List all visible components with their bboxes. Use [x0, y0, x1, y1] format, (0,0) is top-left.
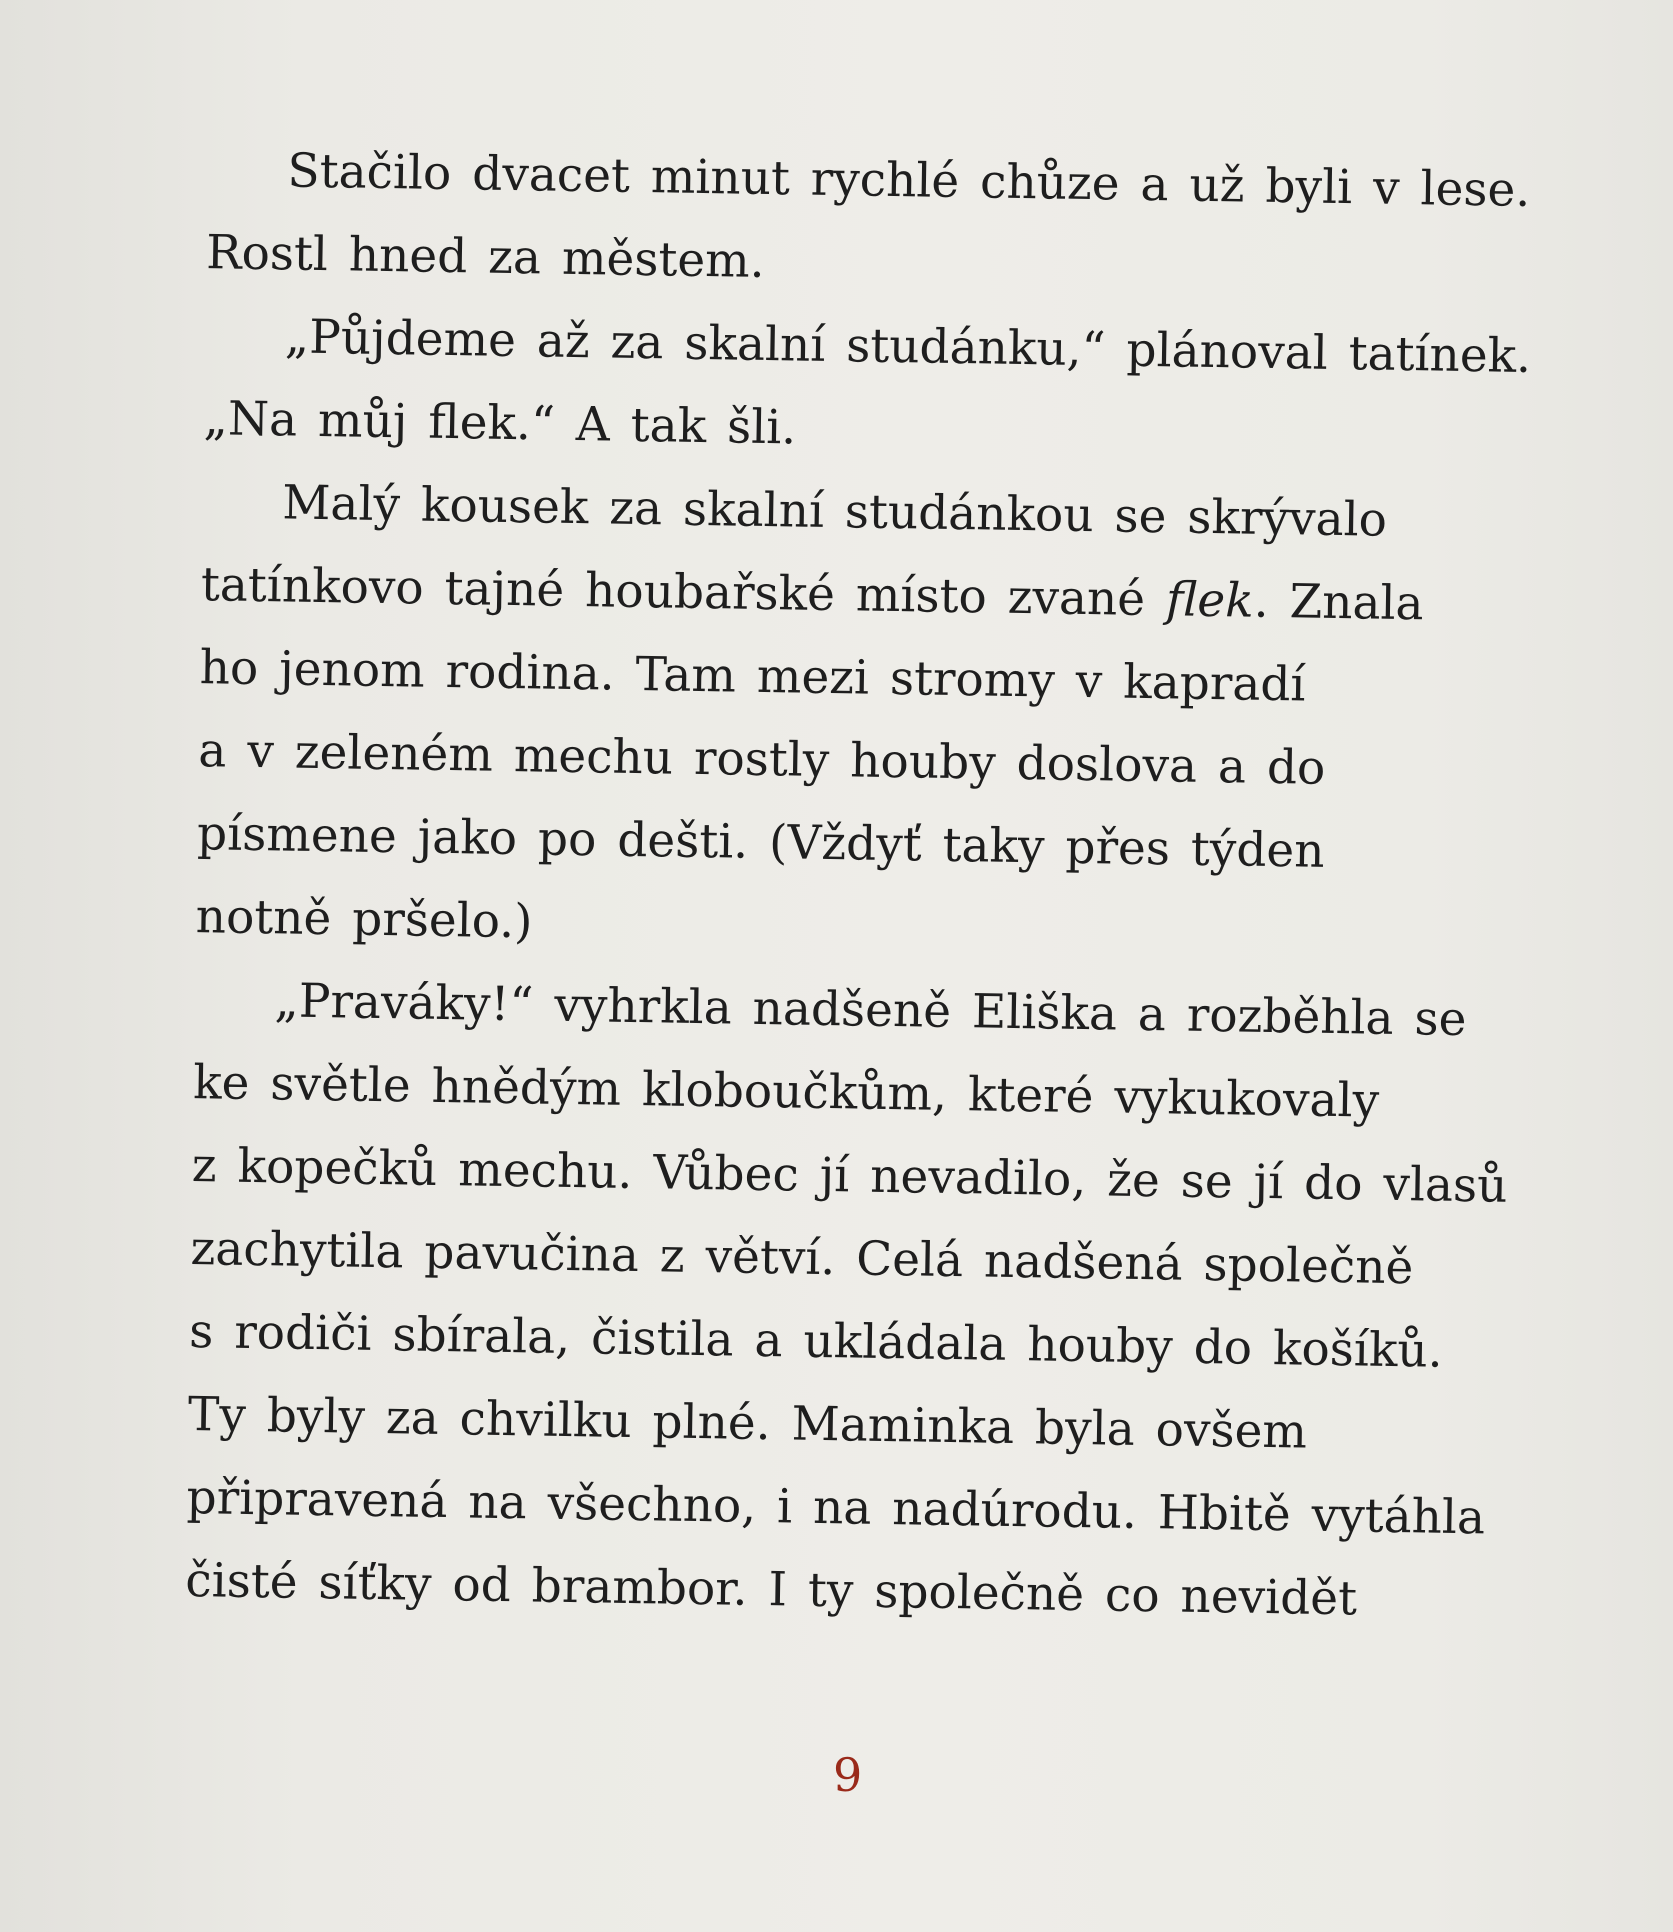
text-line — [201, 555, 1424, 634]
text-line: „Na můj flek.“ A tak šli. — [203, 391, 797, 456]
text-line: Rostl hned za městem. — [205, 225, 766, 289]
text-line: „Půjdeme až za skalní studánku,“ plánoval tatínek. — [284, 309, 1532, 384]
text-line: zachytila pavučina z větví. Celá nadšená společně — [190, 1221, 1414, 1296]
page-number: 9 — [833, 1748, 863, 1802]
text-line: ke světle hnědým kloboučkům, které vykukovaly — [192, 1055, 1380, 1129]
text-line: z kopečků mechu. Vůbec jí nevadilo, že se jí do vlasů — [191, 1138, 1508, 1214]
text-line: Stačilo dvacet minut rychlé chůze a už byli v lese. — [287, 143, 1531, 218]
text-line: připravená na všechno, i na nadúrodu. Hbitě vytáhla — [186, 1470, 1486, 1546]
text-segment: tatínkovo tajné houbařské místo zvané — [200, 557, 1167, 628]
text-line: písmene jako po dešti. (Vždyť taky přes týden — [196, 806, 1325, 879]
text-line: Ty byly za chvilku plné. Maminka byla ovšem — [187, 1387, 1308, 1460]
text-line: Malý kousek za skalní studánkou se skrývalo — [281, 475, 1388, 548]
body-text — [184, 140, 1532, 1627]
text-line: čisté síťky od brambor. I ty společně co nevidět — [184, 1553, 1358, 1627]
text-line: notně pršelo.) — [195, 889, 533, 950]
emphasized-word: flek — [1165, 572, 1255, 629]
text-line: s rodiči sbírala, čistila a ukládala houby do košíků. — [188, 1304, 1444, 1379]
text-line: „Praváky!“ vyhrkla nadšeně Eliška a rozběhla se — [274, 973, 1467, 1048]
text-line: ho jenom rodina. Tam mezi stromy v kapradí — [199, 640, 1306, 713]
text-line: a v zeleném mechu rostly houby doslova a do — [197, 723, 1326, 796]
text-segment: . Znala — [1253, 573, 1424, 632]
